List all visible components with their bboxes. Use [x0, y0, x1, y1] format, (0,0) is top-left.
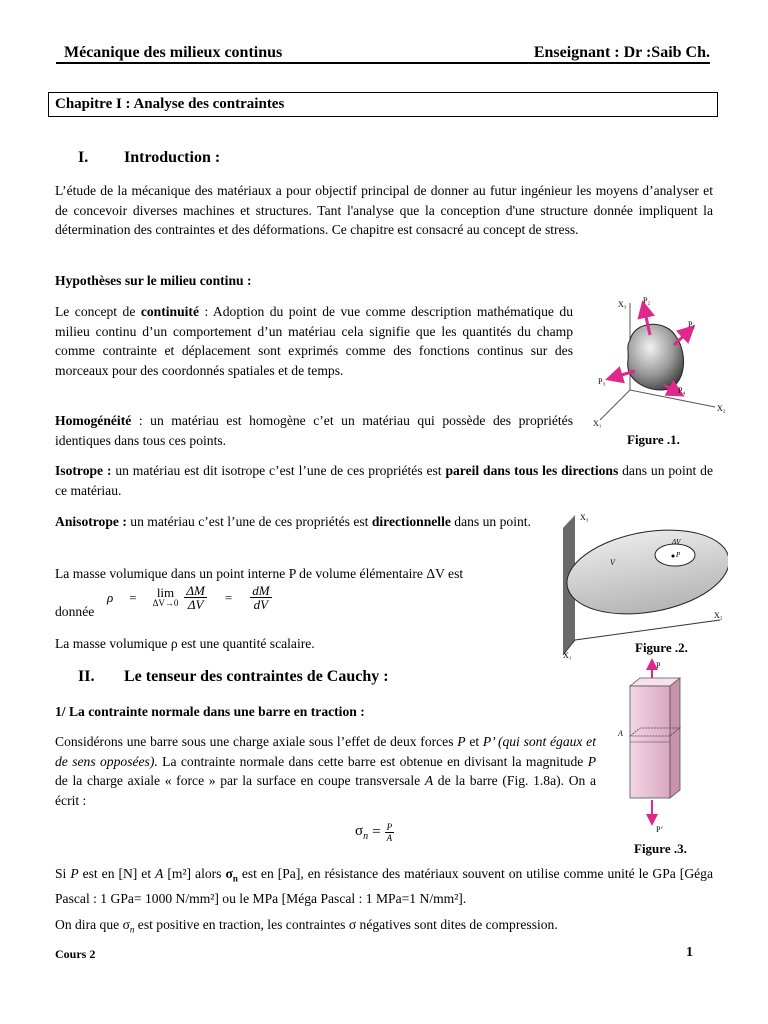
figure1-caption: Figure .1.: [627, 432, 680, 447]
sigma-equals: =: [372, 824, 381, 840]
units-text4: est en [Pa], en résistance des matériaux souvent on utilise comme unité le GPa [Géga Pascal : 1 GPa= 1000 N/mm²] ou le MPa [Méga Pascal : 1 MPa=1 N/mm²].: [55, 866, 714, 907]
hypotheses-title: Hypothèses sur le milieu continu :: [55, 273, 252, 288]
page-header: [56, 44, 710, 64]
bar-text3: La contrainte normale dans cette barre est obtenue en divisant la magnitude: [157, 753, 588, 769]
units-P: P: [70, 866, 79, 881]
fig2-label-dv: ΔV: [672, 538, 681, 546]
eq-frac1: [184, 584, 206, 611]
course-title: Mécanique des milieux continus: [64, 44, 283, 61]
section2-number: II.: [78, 668, 95, 685]
fig1-axis-x2: [630, 390, 715, 407]
figure3-diagram: [612, 656, 702, 836]
figure2-diagram: [560, 510, 728, 660]
isotrope-bold: pareil dans tous les directions: [445, 463, 619, 478]
bar-P: P: [457, 734, 466, 749]
fig1-label-x2: X₂: [717, 404, 726, 413]
eq-num2: dM: [252, 583, 270, 598]
sign-sub: n: [129, 924, 135, 935]
eq-den1: ΔV: [187, 597, 204, 612]
section1-number: I.: [78, 149, 89, 166]
sign-text1: On dira que: [55, 917, 123, 932]
anisotrope-text1: un matériau c’est l’une de ces propriétés est: [126, 514, 372, 529]
bar-P-again: P: [587, 753, 596, 769]
continuity-text: : Adoption du point de vue comme description mathématique du milieu continu d’un comportement d’un matériau cela signifie que les quantités du champ comme contrainte et déplacement sont exprimés comme des fonctions continus sur des morceaux pour des coordonnés spatiales et de temps.: [55, 304, 573, 378]
fig1-label-x3: X₃: [618, 300, 627, 309]
isotrope-text1: un matériau est dit isotrope c’est l’une de ces propriétés est: [111, 463, 446, 478]
chapter-title: Chapitre I : Analyse des contraintes: [55, 96, 285, 112]
fig1-label-p1: P₁: [688, 320, 696, 329]
sigma-char: σ: [355, 823, 364, 839]
units-sigma-sub: n: [232, 873, 238, 884]
units-sigma: σ: [225, 866, 233, 881]
fig2-label-x1: X₁: [563, 651, 572, 660]
scalar-paragraph: La masse volumique ρ est une quantité scalaire.: [55, 636, 315, 651]
isotrope-paragraph: [55, 461, 713, 500]
sign-text2: est positive en traction, les contraintes σ négatives sont dites de compression.: [134, 917, 558, 932]
sigma-equation: [355, 822, 394, 843]
bar-paragraph: [55, 732, 596, 810]
units-text2: est en [N] et: [78, 866, 156, 881]
sigma-symbol: [355, 823, 368, 842]
sign-sigma: σ: [122, 917, 130, 932]
fig1-axis-x1: [600, 390, 630, 420]
bar-text5: de la barre (Fig. 1.8a). On a écrit :: [55, 773, 596, 808]
eq-equals2: =: [224, 589, 233, 605]
intro-paragraph: L’étude de la mécanique des matériaux a pour objectif principal de donner au futur ingénieur les moyens d’analyser et de concevoir diverses machines et structures. Tant l'analyse que la conception d'une structure donnée impliquent la détermination des contraintes et des déformations. Ce chapitre est consacré au concept de stress.: [55, 183, 713, 237]
units-paragraph: [55, 864, 713, 909]
sigma-den: A: [386, 833, 393, 843]
chapter-box: [48, 92, 718, 117]
sigma-sub: n: [363, 831, 369, 842]
section1-title: Introduction :: [124, 149, 221, 166]
continuity-pre: Le concept de: [55, 304, 141, 319]
teacher-name: Enseignant : Dr :Saib Ch.: [533, 44, 710, 61]
fig1-label-x1: X₁: [593, 419, 602, 428]
fig2-element-volume: [655, 544, 695, 566]
fig1-force-p1: [674, 327, 693, 345]
fig1-body: [628, 324, 684, 390]
eq-rho: ρ: [107, 589, 114, 605]
isotrope-text2: dans un point de ce matériau.: [55, 463, 713, 498]
sigma-num: P: [386, 822, 393, 832]
figure1-diagram: [590, 295, 730, 430]
fig3-label-a: A: [618, 729, 623, 738]
density-given: donnée: [55, 604, 95, 619]
eq-den2: dV: [253, 597, 269, 612]
anisotrope-term: Anisotrope :: [55, 514, 127, 529]
fig3-label-p-prime: P’: [656, 825, 664, 834]
eq-frac2: [250, 584, 271, 611]
eq-equals: =: [129, 589, 137, 605]
footer-course: Cours 2: [55, 947, 96, 961]
continuity-term: continuité: [140, 304, 199, 319]
eq-limit: [152, 584, 179, 609]
fig2-label-p: P: [676, 551, 681, 559]
density-equation: [107, 584, 272, 611]
eq-lim: lim: [156, 584, 175, 600]
fig2-label-x2: X₂: [714, 611, 723, 620]
sign-paragraph: [55, 915, 558, 940]
bar-text2: et: [465, 734, 483, 749]
fig2-point: [672, 555, 675, 558]
page-number: 1: [686, 945, 693, 960]
bar-P2: P’ (qui sont égaux et de sens opposées).: [55, 734, 596, 769]
anisotrope-paragraph: [55, 512, 539, 532]
isotrope-term: Isotrope :: [55, 463, 112, 478]
fig1-label-p4: P₄: [678, 386, 686, 395]
bar-text1: Considérons une barre sous une charge axiale sous l’effet de deux forces: [55, 734, 458, 749]
bar-text4: de la charge axiale « force » par la surface en coupe transversale: [55, 773, 425, 788]
fig3-label-p: P: [656, 661, 661, 670]
fig2-label-x3: X₃: [580, 513, 589, 522]
fig3-side-face: [670, 678, 680, 798]
figure2-caption: Figure .2.: [635, 640, 688, 655]
eq-num1: ΔM: [186, 583, 205, 598]
units-A: A: [155, 866, 164, 881]
figure3-caption: Figure .3.: [634, 841, 687, 856]
units-text1: Si: [55, 866, 71, 881]
section2-title: Le tenseur des contraintes de Cauchy :: [124, 668, 389, 685]
subsection1-title: 1/ La contrainte normale dans une barre en traction :: [55, 704, 365, 719]
fig2-body: [560, 518, 728, 625]
anisotrope-text2: dans un point.: [450, 514, 531, 529]
continuity-paragraph: [55, 302, 573, 380]
fig1-label-p2: P₂: [643, 296, 651, 305]
fig2-label-v: V: [610, 558, 615, 567]
density-paragraph: La masse volumique dans un point interne P de volume élémentaire ΔV est: [55, 566, 464, 581]
anisotrope-bold: directionnelle: [371, 514, 451, 529]
fig1-label-p3: P₃: [598, 377, 606, 386]
bar-A: A: [424, 773, 434, 788]
homogeneity-text: : un matériau est homogène c’et un matériau qui possède des propriétés identiques dans tous ces points.: [55, 413, 573, 448]
eq-lim-sub: ΔV→0: [152, 597, 179, 608]
homogeneity-paragraph: [55, 411, 573, 450]
units-text3: [m²] alors: [163, 866, 226, 881]
homogeneity-term: Homogénéité: [55, 413, 132, 428]
sigma-frac: [385, 822, 395, 843]
fig2-axis-x2: [575, 620, 720, 640]
